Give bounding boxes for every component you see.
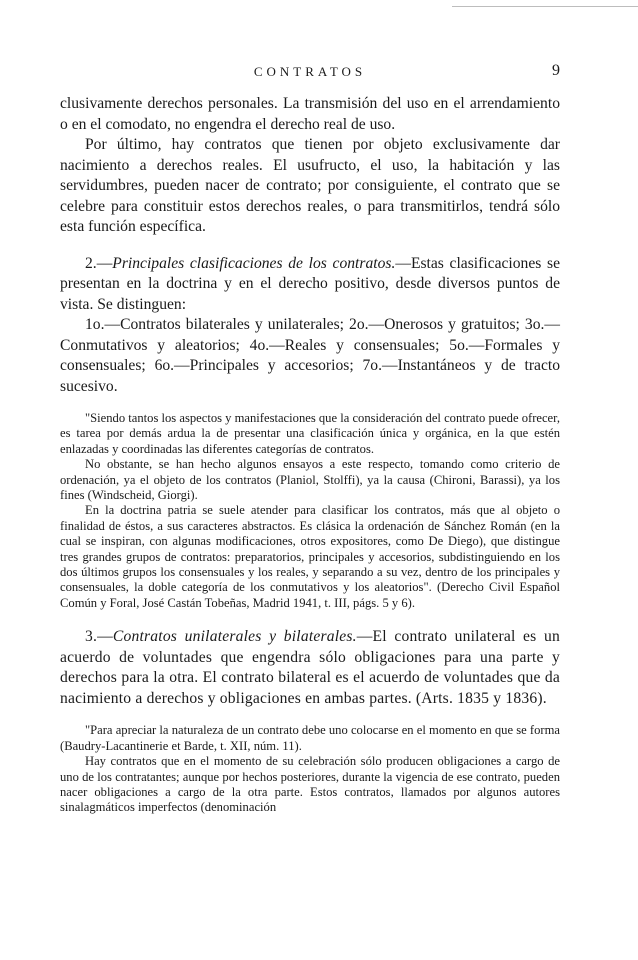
page-number: 9 <box>552 62 560 79</box>
section-title: Principales clasificaciones de los contratos. <box>112 254 396 272</box>
section-text: —El contrato unilateral es un acuerdo de voluntades que engendra sólo obligaciones para una parte y derechos para la otra. El contrato bilateral es el acuerdo de voluntades que da nacimiento a derechos y obligaciones en ambas partes. (Arts. 1835 y 1836). <box>60 628 560 707</box>
page-body <box>60 94 560 816</box>
section-2-paragraph <box>60 254 560 316</box>
running-head: CONTRATOS <box>253 64 367 79</box>
quote-paragraph: "Siendo tantos los aspectos y manifestaciones que la consideración del contrato puede ofrecer, es tarea por demás ardua la de presentar una clasificación única y orgánica, en la que estén enlazadas y coordinadas las diferentes categorías de contratos. <box>60 411 560 456</box>
quote-paragraph: No obstante, se han hecho algunos ensayos a este respecto, tomando como criterio de ordenación, ya el objeto de los contratos (Planiol, Stolffi), ya la causa (Chironi, Barassi), ya los fines (Windscheid, Giorgi). <box>60 457 560 503</box>
paragraph: Por último, hay contratos que tienen por objeto exclusivamente dar nacimiento a derechos reales. El usufructo, el uso, la habitación y las servidumbres, pueden nacer de contrato; por consiguiente, el contrato que se celebre para constituir estos derechos reales, o para transmitirlos, tendrá sólo esta función específica. <box>60 136 560 235</box>
block-quote <box>60 411 560 611</box>
section-3-paragraph <box>60 627 560 709</box>
section-text: —Estas clasificaciones se presentan en la doctrina y en el derecho positivo, desde diversos puntos de vista. Se distinguen: <box>60 254 560 313</box>
top-edge-line <box>452 6 638 7</box>
quote-paragraph: Hay contratos que en el momento de su celebración sólo producen obligaciones a cargo de uno de los contratantes; aunque por hechos posteriores, durante la vigencia de ese contrato, pueden nacer obligaciones a cargo de la otra parte. Estos contratos, llamados por algunos autores sinalagmáticos imperfectos (denominación <box>60 754 560 815</box>
quote-paragraph: "Para apreciar la naturaleza de un contrato debe uno colocarse en el momento en que se forma (Baudry-Lacantinerie et Barde, t. XII, núm. 11). <box>60 723 560 753</box>
classification-list: 1o.—Contratos bilaterales y unilaterales; 2o.—Onerosos y gratuitos; 3o.—Conmutativos y aleatorios; 4o.—Reales y consensuales; 5o.—Formales y consensuales; 6o.—Principales y accesorios; 7o.—Instantáneos y de tracto sucesivo. <box>60 316 560 395</box>
page-header <box>60 64 560 86</box>
section-number: 3.— <box>85 628 113 646</box>
section-title: Contratos unilaterales y bilaterales. <box>112 628 357 646</box>
section-number: 2.— <box>85 254 113 272</box>
quote-paragraph: En la doctrina patria se suele atender para clasificar los contratos, más que al objeto o finalidad de éstos, a sus caracteres abstractos. Es clásica la ordenación de Sánchez Román (en la cual se inspiran, con algunas modificaciones, otros expositores, como De Diego), que distingue tres grandes grupos de contratos: preparatorios, principales y accesorios, subdistinguiendo en los dos últimos grupos los consensuales y los reales, y separando a su vez, dentro de los principales y consensuales, la doble categoría de los conmutativos y los aleatorios". (Derecho Civil Español Común y Foral, José Castán Tobeñas, Madrid 1941, t. III, págs. 5 y 6). <box>60 503 560 610</box>
block-quote <box>60 723 560 815</box>
paragraph: clusivamente derechos personales. La transmisión del uso en el arrendamiento o en el comodato, no engendra el derecho real de uso. <box>60 95 560 133</box>
